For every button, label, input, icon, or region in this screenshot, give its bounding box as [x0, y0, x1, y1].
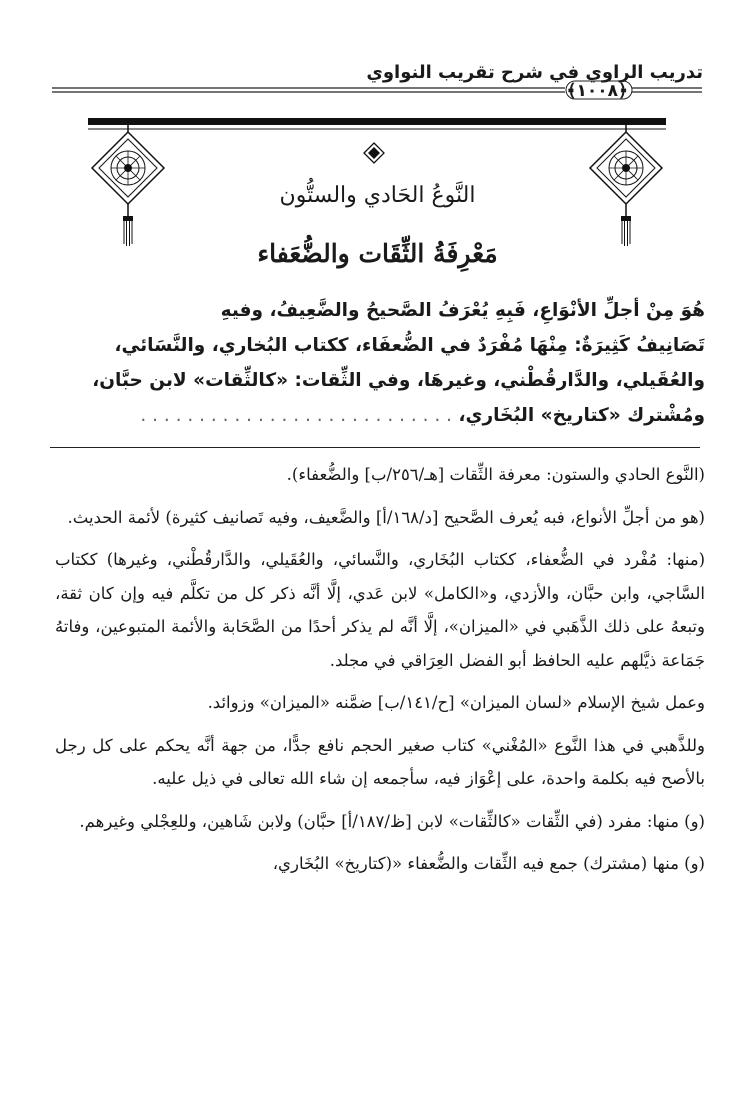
- commentary-paragraph: (و) منها: مفرد (في الثِّقات «كالثِّقات» لابن [ظ/١٨٧/أ] حبَّان) ولابن شَاهين، وللعِجْلي وغيرهم.: [79, 811, 705, 831]
- commentary-paragraph: (النَّوع الحادي والستون: معرفة الثِّقات [هـ/٢٥٦/ب] والضُّعفاء).: [286, 465, 705, 484]
- main-text: [55, 293, 705, 433]
- header-rule: [52, 81, 702, 99]
- chapter-bar: [88, 118, 666, 129]
- diamond-ornament-icon: [364, 143, 384, 163]
- dotted-leader: . . . . . . . . . . . . . . . . . . . . . . . . . . .: [140, 405, 453, 426]
- commentary-paragraph: (منها: مُفْرد في الضُّعفاء، ككتاب البُخَاري، والنَّسائي، والعُقَيلي، والدَّارقُطْني، وغيرها) ككتاب السَّاجي، وابن حبَّان، والأزدي، و«الكامل» لابن عَدي، إلَّا أنَّه ذكر كل من تكلَّم فيه وإن كان ثقة، وتبعهُ على ذلك الذَّهَبي في «الميزان»، إلَّا أنَّه لم يذكر أحدًا من الصَّحَابة والأئمة المتبوعين، وفاتهُ جَمَاعة ذيَّلهم عليه الحافظ أبو الفضل العِرَاقي في مجلد.: [55, 550, 706, 670]
- main-text-line: هُوَ مِنْ أجلِّ الأنْوَاعِ، فَبِهِ يُعْرَفُ الصَّحيحُ والضَّعِيفُ، وفيهِ: [220, 300, 705, 321]
- main-text-line: [55, 398, 705, 433]
- commentary-paragraph: (هو من أجلِّ الأنواع، فبه يُعرف الصَّحيح [د/١٦٨/أ] والضَّعيف، وفيه تَصانيف كثيرة) لأئمة الحديث.: [67, 507, 705, 527]
- commentary-paragraph: (و) منها (مشترك) جمع فيه الثِّقات والضُّعفاء «(كتاريخ» البُخَاري،: [272, 854, 705, 873]
- separator-rule: [50, 447, 700, 448]
- commentary: [55, 458, 705, 890]
- chapter-title: مَعْرِفَةُ الثِّقَات والضُّعَفاء: [257, 239, 498, 268]
- main-text-fragment: ومُشْترك «كتاريخ» البُخَاري،: [458, 405, 705, 426]
- running-title: تدريب الراوي في شرح تقريب النواوي: [366, 62, 703, 83]
- chapter-number-heading: النَّوعُ الحَادي والستُّون: [279, 183, 476, 208]
- page-number: ﴿١٠٠٨﴾: [566, 81, 628, 101]
- main-text-line: تَصَانِيفُ كَثِيرَةٌ: مِنْهَا مُفْرَدٌ في الضُّعفَاء، ككتاب البُخاري، والنَّسَائي،: [114, 335, 705, 356]
- commentary-paragraph: وعمل شيخ الإسلام «لسان الميزان» [ح/١٤١/ب] ضمَّنه «الميزان» وزوائد.: [207, 693, 705, 712]
- main-text-line: والعُقَيلي، والدَّارقُطْني، وغيرهَا، وفي الثِّقات: «كالثِّقات» لابن حبَّان،: [92, 370, 705, 391]
- commentary-paragraph: وللذَّهبي في هذا النَّوع «المُغْني» كتاب صغير الحجم نافع جدًّا، من جهة أنَّه يحكم على كل رجل بالأصح فيه بكلمة واحدة، على إعْوَاز فيه، سأجمعه إن شاء الله تعالى في ذيل عليه.: [55, 735, 705, 788]
